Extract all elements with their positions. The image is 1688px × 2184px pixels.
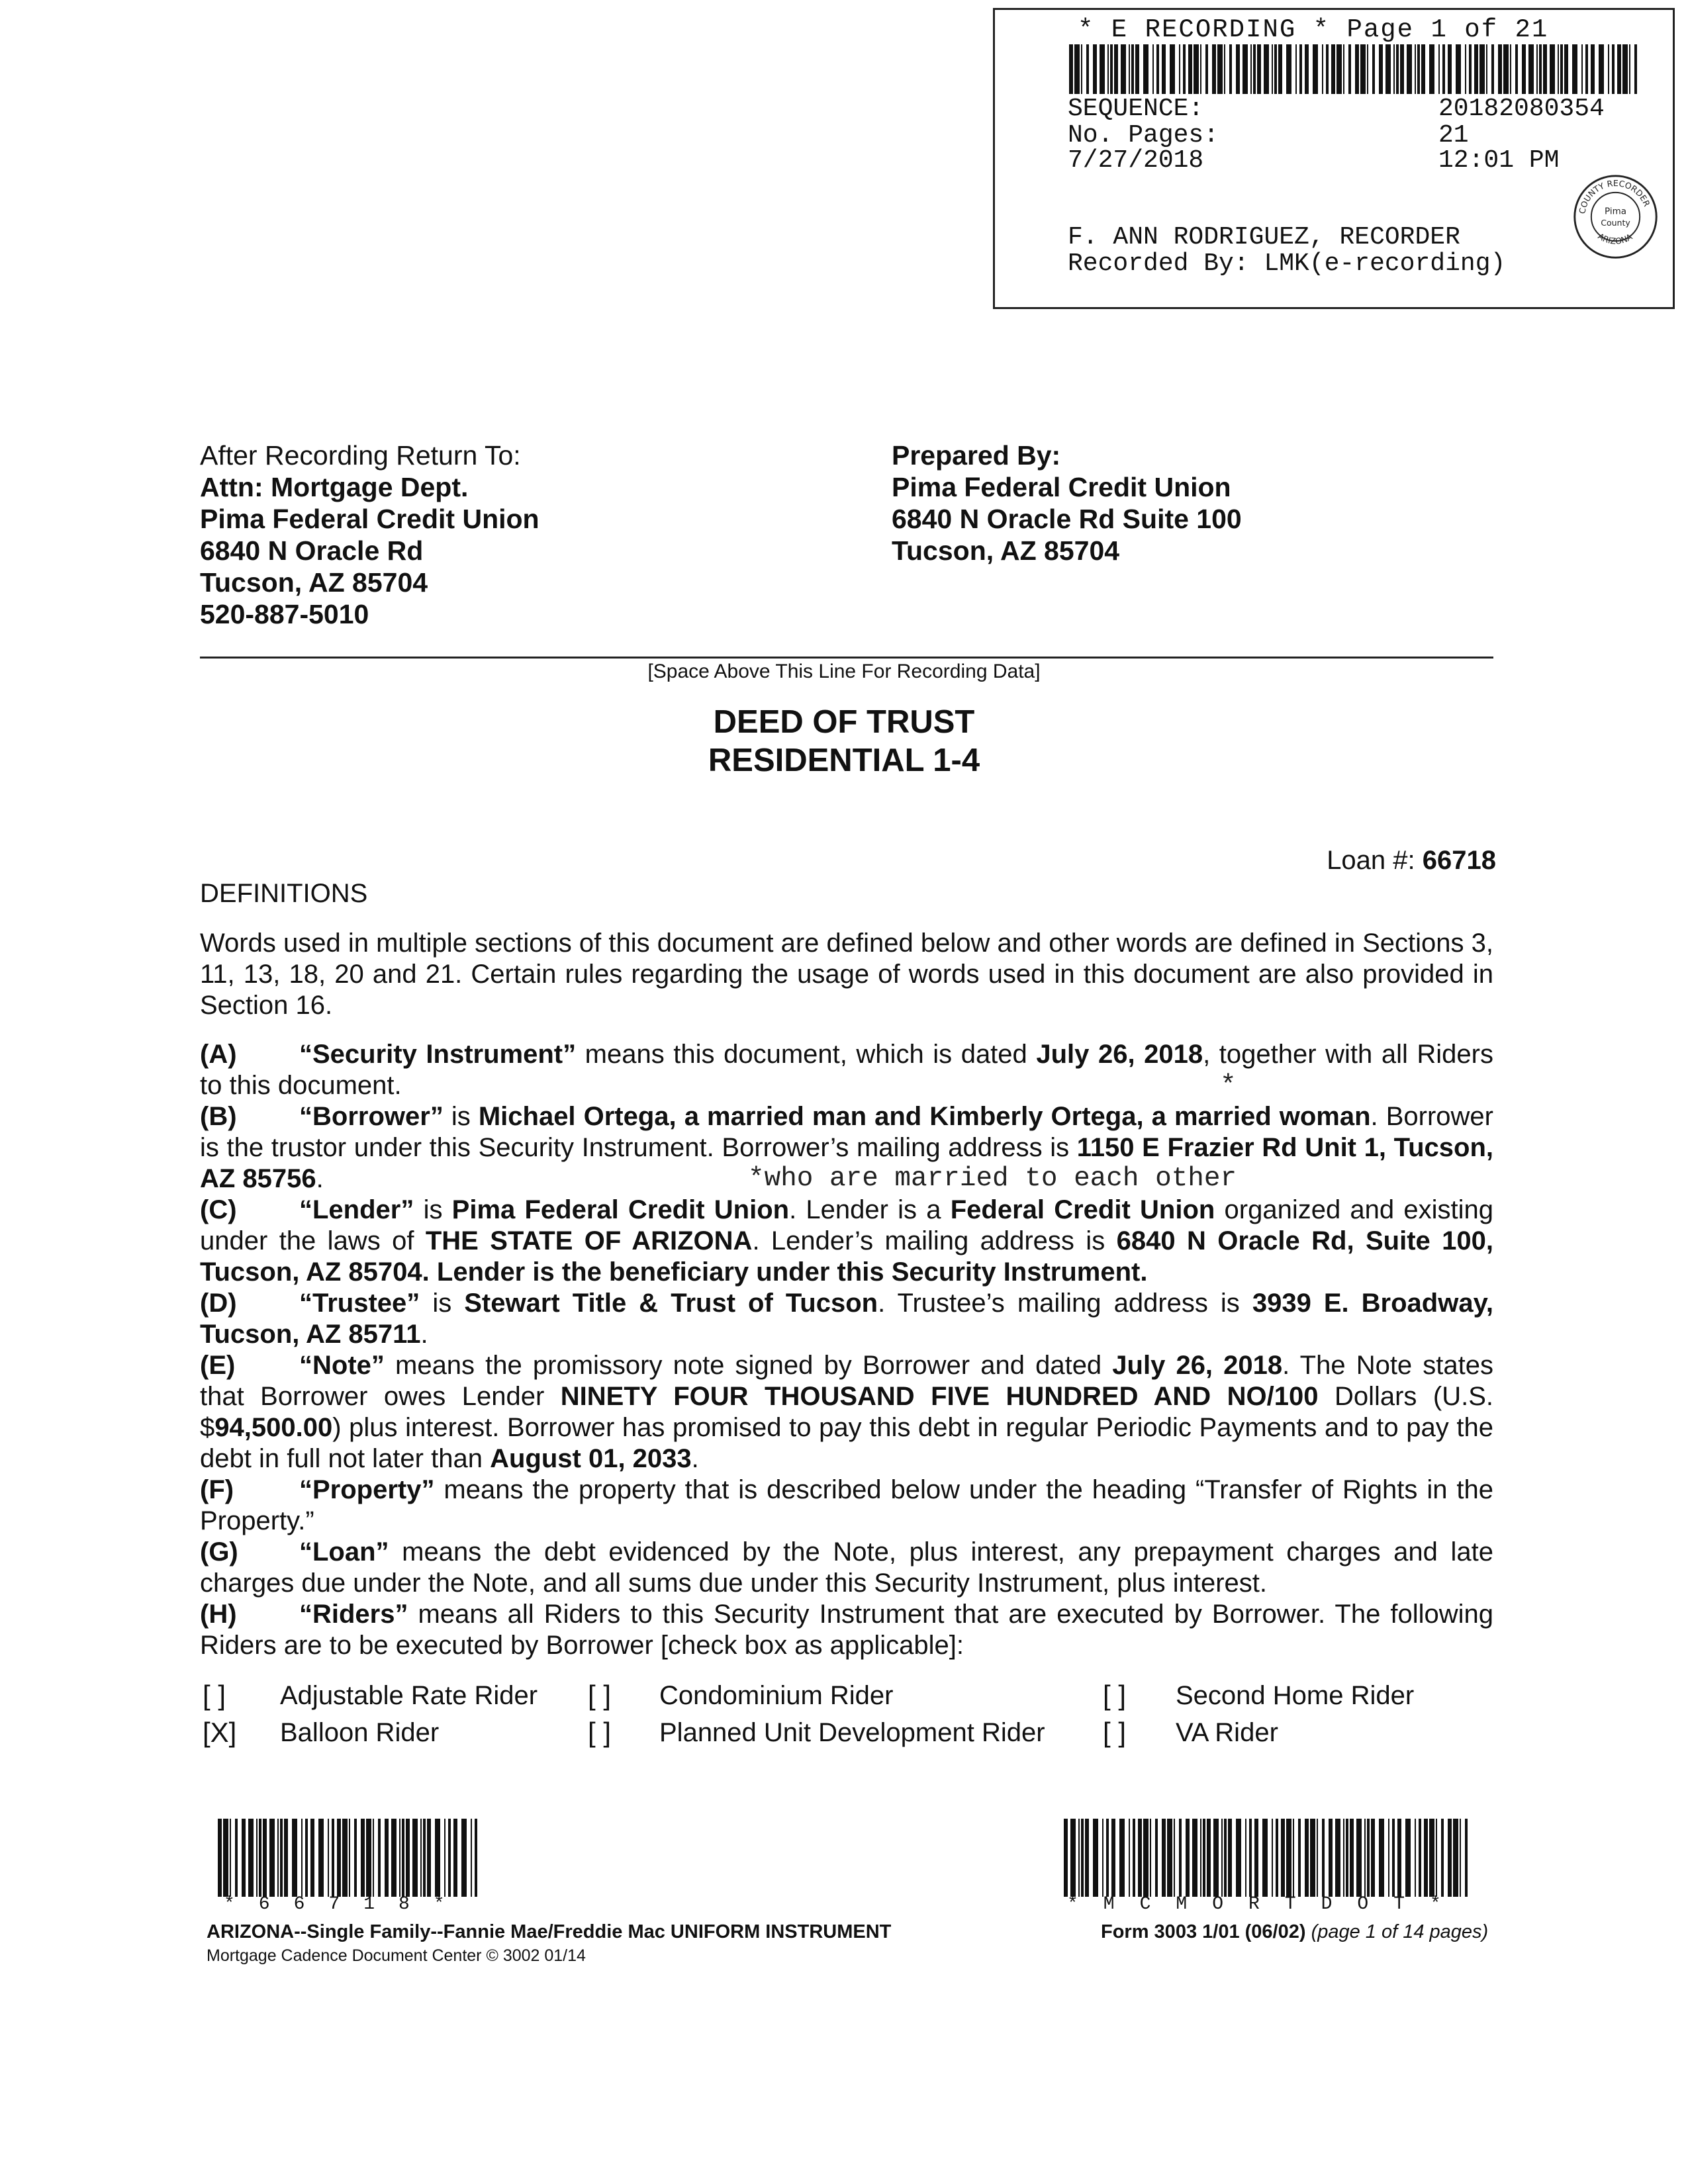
rider-label-balloon: Balloon Rider (280, 1718, 440, 1747)
stamp-pages-label: No. Pages: (1068, 121, 1219, 150)
prepared-by-city: Tucson, AZ 85704 (892, 535, 1120, 566)
loan-barcode (216, 1819, 481, 1897)
recording-divider (200, 657, 1493, 659)
prepared-by-street: 6840 N Oracle Rd Suite 100 (892, 504, 1242, 534)
return-to-phone: 520-887-5010 (200, 599, 369, 629)
footer-instrument-title: ARIZONA--Single Family--Fannie Mae/Freddie Mac UNIFORM INSTRUMENT (207, 1921, 892, 1942)
rider-checkbox-balloon: [X] (203, 1717, 237, 1748)
rider-label-pud: Planned Unit Development Rider (659, 1718, 1045, 1747)
rider-checkbox-pud: [ ] (588, 1717, 612, 1748)
stamp-sequence-label: SEQUENCE: (1068, 95, 1204, 123)
return-to-city: Tucson, AZ 85704 (200, 567, 428, 598)
rider-checkbox-condominium: [ ] (588, 1680, 612, 1711)
stamp-recorder: F. ANN RODRIGUEZ, RECORDER (1068, 223, 1460, 251)
stamp-sequence-row (1068, 95, 1605, 123)
stamp-recorded-by: Recorded By: LMK(e-recording) (1068, 250, 1506, 278)
recording-stamp (993, 8, 1675, 309)
return-to-street: 6840 N Oracle Rd (200, 535, 424, 566)
stamp-date: 7/27/2018 (1068, 146, 1204, 175)
stamp-pages-row (1068, 121, 1469, 150)
title-line-2: RESIDENTIAL 1-4 (708, 743, 980, 778)
definitions-heading: DEFINITIONS (200, 879, 368, 908)
stamp-sequence-value: 20182080354 (1438, 95, 1605, 123)
prepared-by-heading: Prepared By: (892, 440, 1061, 471)
return-to-heading: After Recording Return To: (200, 440, 521, 471)
rider-label-adjustable-rate: Adjustable Rate Rider (280, 1681, 538, 1710)
stamp-time: 12:01 PM (1438, 146, 1560, 175)
svg-text:ARIZONA: ARIZONA (1596, 231, 1634, 246)
loan-value: 66718 (1422, 846, 1496, 875)
definition-d: (D) “Trustee” is Stewart Title & Trust of Tucson. Trustee’s mailing address is 3939 E. Broadway, Tucson, AZ 85711. (200, 1289, 1493, 1349)
rider-checkbox-second-home: [ ] (1103, 1680, 1127, 1711)
stamp-pages-value: 21 (1438, 121, 1469, 150)
stamp-header: * E RECORDING * Page 1 of 21 (1078, 15, 1549, 44)
rider-checkbox-adjustable-rate: [ ] (203, 1680, 226, 1711)
definition-c: (C) “Lender” is Pima Federal Credit Union. Lender is a Federal Credit Union organized and existing under the laws of THE STATE OF ARIZONA. Lender’s mailing address is 6840 N Oracle Rd, Suite 100, Tucson, AZ 85704. Lender is the beneficiary under this Security Instrument. (200, 1195, 1493, 1287)
rider-label-second-home: Second Home Rider (1176, 1681, 1415, 1710)
svg-text:Pima: Pima (1604, 206, 1627, 217)
stamp-barcode (1068, 44, 1644, 94)
svg-text:County: County (1601, 218, 1630, 228)
rider-checkbox-va: [ ] (1103, 1717, 1127, 1748)
definition-f: (F) “Property” means the property that is described below under the heading “Transfer of Rights in the Property.” (200, 1475, 1493, 1535)
form-barcode-text: *MCMORTDOT* (1067, 1894, 1466, 1915)
definition-e: (E) “Note” means the promissory note signed by Borrower and dated July 26, 2018. The Note states that Borrower owes Lender NINETY FOUR THOUSAND FIVE HUNDRED AND NO/100 Dollars (U.S. $94,500.00) plus interest. Borrower has promised to pay this debt in regular Periodic Payments and to pay the debt in full not later than August 01, 2033. (200, 1351, 1494, 1473)
form-barcode (1062, 1819, 1473, 1897)
title-line-1: DEED OF TRUST (713, 704, 975, 740)
footer-form-info (1101, 1921, 1488, 1943)
handwritten-asterisk: * (1220, 1071, 1237, 1101)
definition-a: (A) “Security Instrument” means this document, which is dated July 26, 2018, together with all Riders to this document. (200, 1040, 1493, 1100)
return-to-name: Pima Federal Credit Union (200, 504, 539, 534)
definitions-intro: Words used in multiple sections of this document are defined below and other words are defined in Sections 3, 11, 13, 18, 20 and 21. Certain rules regarding the usage of words used in this document are also provided in Section 16. (200, 929, 1493, 1020)
loan-number (1327, 846, 1496, 876)
loan-label: Loan #: (1327, 846, 1423, 875)
handwritten-married-note: *who are married to each other (748, 1163, 1237, 1194)
definition-h: (H) “Riders” means all Riders to this Security Instrument that are executed by Borrower. The following Riders are to be executed by Borrower [check box as applicable]: (200, 1600, 1493, 1660)
footer-form-number: Form 3003 1/01 (06/02) (1101, 1921, 1311, 1942)
footer-page-count: (page 1 of 14 pages) (1311, 1921, 1489, 1942)
prepared-by-name: Pima Federal Credit Union (892, 472, 1231, 502)
return-to-attn: Attn: Mortgage Dept. (200, 472, 469, 502)
document-title (0, 703, 1688, 780)
footer-document-center: Mortgage Cadence Document Center © 3002 01/14 (207, 1946, 586, 1965)
svg-text:COUNTY RECORDER: COUNTY RECORDER (1577, 178, 1652, 215)
definition-b: (B) “Borrower” is Michael Ortega, a married man and Kimberly Ortega, a married woman. Borrower is the trustor under this Security Instrument. Borrower’s mailing address is 1150 E Frazier Rd Unit 1, Tucson, AZ 85756. (200, 1102, 1493, 1193)
stamp-datetime-row (1068, 146, 1560, 175)
prepared-by-block (892, 439, 1242, 567)
definition-g: (G) “Loan” means the debt evidenced by the Note, plus interest, any prepayment charges and late charges due under the Note, and all sums due under this Security Instrument, plus interest. (200, 1537, 1493, 1598)
loan-barcode-text: *66718* (224, 1894, 469, 1915)
space-note: [Space Above This Line For Recording Data] (647, 660, 1041, 682)
county-seal-icon (1571, 172, 1660, 261)
rider-label-va: VA Rider (1176, 1718, 1278, 1747)
return-to-block (200, 439, 539, 630)
rider-label-condominium: Condominium Rider (659, 1681, 894, 1710)
